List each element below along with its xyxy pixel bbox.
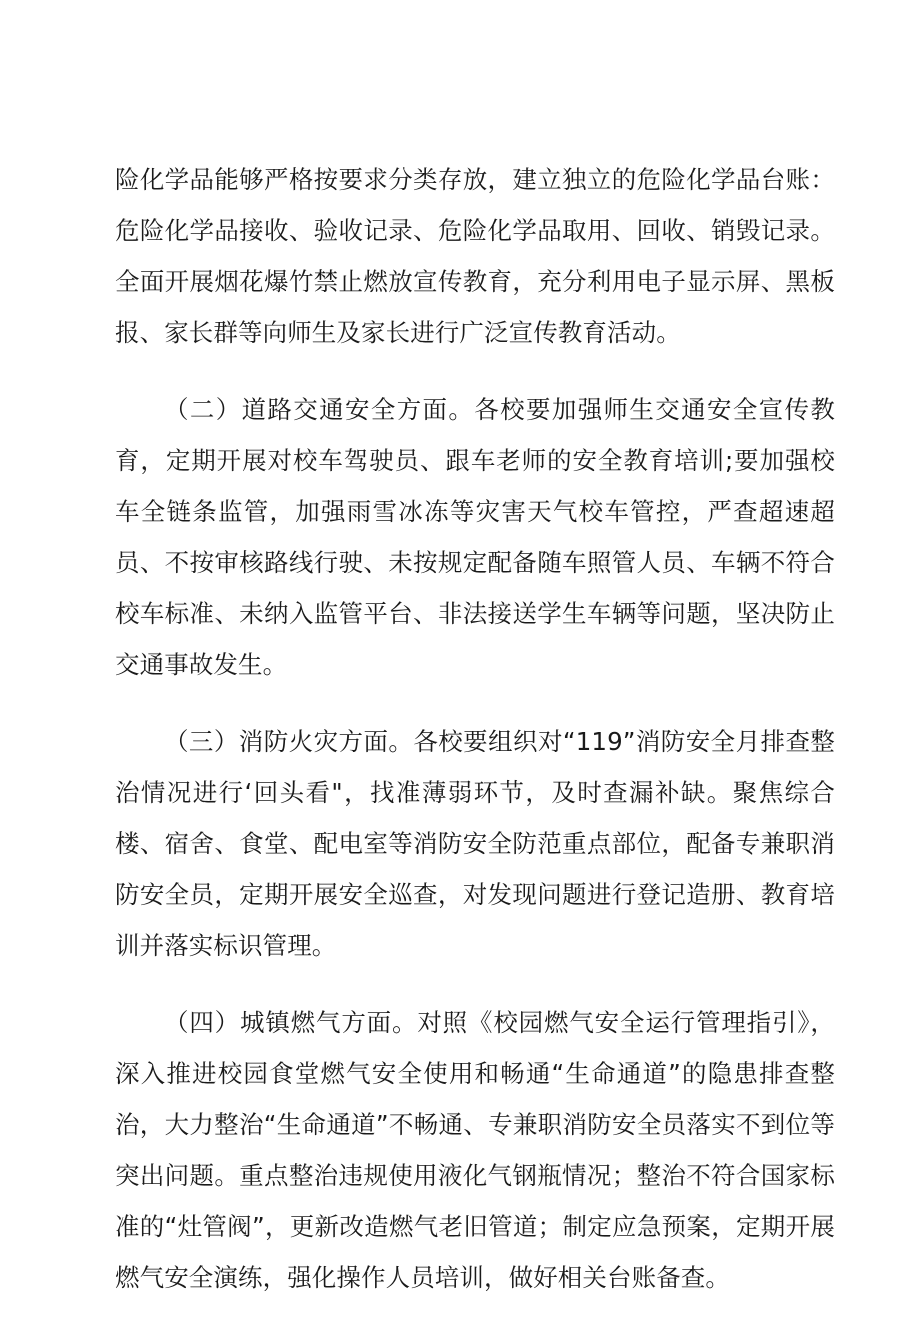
paragraph-town-gas-safety: （四）城镇燃气方面。对照《校园燃气安全运行管理指引》，深入推进校园食堂燃气安全使用和畅通“生命通道”的隐患排查整治，大力整治“生命通道”不畅通、专兼职消防安全员落实不到位等突出问题。重点整治违规使用液化气钢瓶情况；整治不符合国家标准的“灶管阀”，更新改造燃气老旧管道；制定应急预案，定期开展燃气安全演练，强化操作人员培训，做好相关台账备查。	[115, 1008, 835, 1292]
paragraph-hazardous-chemicals: 险化学品能够严格按要求分类存放，建立独立的危险化学品台账：危险化学品接收、验收记录、危险化学品取用、回收、销毁记录。全面开展烟花爆竹禁止燃放宣传教育，充分利用电子显示屏、黑板报、家长群等向师生及家长进行广泛宣传教育活动。	[115, 165, 835, 347]
paragraph-fire-safety: （三）消防火灾方面。各校要组织对“119”消防安全月排查整治情况进行‘回头看"，找准薄弱环节，及时查漏补缺。聚焦综合楼、宿舍、食堂、配电室等消防安全防范重点部位，配备专兼职消防安全员，定期开展安全巡查，对发现问题进行登记造册、教育培训并落实标识管理。	[115, 727, 835, 960]
paragraph-road-traffic-safety: （二）道路交通安全方面。各校要加强师生交通安全宣传教育，定期开展对校车驾驶员、跟车老师的安全教育培训;要加强校车全链条监管，加强雨雪冰冻等灾害天气校车管控，严查超速超员、不按审核路线行驶、未按规定配备随车照管人员、车辆不符合校车标准、未纳入监管平台、非法接送学生车辆等问题，坚决防止交通事故发生。	[115, 395, 835, 679]
document-body	[115, 154, 835, 1329]
